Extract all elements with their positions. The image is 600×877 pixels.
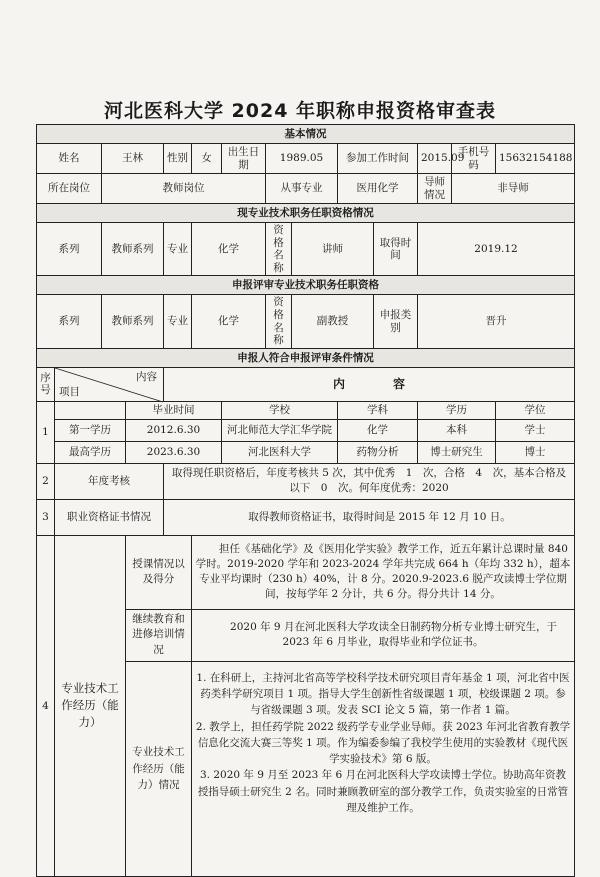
apply-specialty-value: 化学 bbox=[192, 295, 266, 348]
apply-type-label: 申报类别 bbox=[374, 295, 418, 348]
section-current: 现专业技术职务任职资格情况 bbox=[37, 204, 575, 223]
row3-text: 取得教师资格证书，取得时间是 2015 年 12 月 10 日。 bbox=[164, 499, 575, 535]
diag-header-cell bbox=[55, 367, 164, 401]
birth-value: 1989.05 bbox=[266, 144, 338, 174]
experience-label: 专业技术工作经历（能力）情况 bbox=[126, 661, 192, 876]
gender-label: 性别 bbox=[164, 144, 192, 174]
edu-row-degree: 学士 bbox=[496, 419, 575, 441]
apply-qual-value: 副教授 bbox=[292, 295, 374, 348]
current-qual-value: 讲师 bbox=[292, 223, 374, 276]
item-corner-label: 项目 bbox=[59, 385, 80, 398]
edu-row-school: 河北医科大学 bbox=[222, 441, 338, 463]
content-header: 内 容 bbox=[164, 367, 575, 401]
content-corner-label: 内容 bbox=[136, 370, 157, 383]
row3-num: 3 bbox=[37, 499, 55, 535]
experience-text bbox=[192, 661, 575, 876]
form-title: 河北医科大学 2024 年职称申报资格审查表 bbox=[103, 100, 497, 122]
tutor-label: 导师情况 bbox=[418, 174, 452, 204]
edu-col-subject: 学科 bbox=[338, 401, 418, 419]
edu-row-time: 2012.6.30 bbox=[126, 419, 222, 441]
edu-row-label: 最高学历 bbox=[55, 441, 126, 463]
row4-num: 4 bbox=[37, 535, 55, 876]
experience-item: 3. 2020 年 9 月至 2023 年 6 月在河北医科大学攻读博士学位。协助高年资教授指导硕士研究生 2 名。同时兼顾教研室的部分教学工作，负责实验室的日常管理及维护工作。 bbox=[197, 769, 569, 814]
major-label: 从事专业 bbox=[266, 174, 338, 204]
current-qual-label: 资格名称 bbox=[266, 223, 292, 276]
continuing-edu-text: 2020 年 9 月在河北医科大学攻读全日制药物分析专业博士研究生，于 2023 年 6 月毕业，取得毕业和学位证书。 bbox=[192, 609, 575, 661]
edu-col-edu: 学历 bbox=[418, 401, 496, 419]
current-series-value: 教师系列 bbox=[102, 223, 164, 276]
row2-text: 取得现任职资格后，年度考核共 5 次，其中优秀 1 次，合格 4 次，基本合格及以下 0 次。何年度优秀：2020 bbox=[164, 463, 575, 499]
row4-label: 专业技术工作经历（能力） bbox=[55, 535, 126, 876]
work-start-label: 参加工作时间 bbox=[338, 144, 418, 174]
row1-num: 1 bbox=[37, 401, 55, 463]
phone-label: 手机号码 bbox=[452, 144, 496, 174]
current-obtain-value: 2019.12 bbox=[418, 223, 575, 276]
major-value: 医用化学 bbox=[338, 174, 418, 204]
experience-item: 1. 在科研上，主持河北省高等学校科学技术研究项目青年基金 1 项，河北省中医药类科学研究项目 1 项。指导大学生创新性省级课题 1 项，校级课题 2 项。参与省级课题 3 项。发表 SCI 论文 5 篇，第一作者 1 篇。 bbox=[196, 671, 570, 717]
edu-row-label: 第一学历 bbox=[55, 419, 126, 441]
edu-row-edu: 博士研究生 bbox=[418, 441, 496, 463]
name-value: 王林 bbox=[102, 144, 164, 174]
current-series-label: 系列 bbox=[37, 223, 102, 276]
apply-series-value: 教师系列 bbox=[102, 295, 164, 348]
post-value: 教师岗位 bbox=[102, 174, 266, 204]
section-apply: 申报评审专业技术职务任职资格 bbox=[37, 276, 575, 295]
edu-row-edu: 本科 bbox=[418, 419, 496, 441]
continuing-edu-label: 继续教育和进修培训情况 bbox=[126, 609, 192, 661]
birth-label: 出生日期 bbox=[222, 144, 266, 174]
gender-value: 女 bbox=[192, 144, 222, 174]
edu-col-time: 毕业时间 bbox=[126, 401, 222, 419]
edu-col-school: 学校 bbox=[222, 401, 338, 419]
edu-row-subject: 化学 bbox=[338, 419, 418, 441]
current-specialty-value: 化学 bbox=[192, 223, 266, 276]
post-label: 所在岗位 bbox=[37, 174, 102, 204]
teaching-text: 担任《基础化学》及《医用化学实验》教学工作，近五年累计总课时量 840 学时。2019-2020 学年和 2023-2024 学年共完成 664 h（年均 332 h），超本专业平均课时（230 h）40%，计 8 分。2020.9-2023.6 脱产攻读博士学位期间，按每学年 2 分计，共 6 分。得分共计 14 分。 bbox=[192, 535, 575, 609]
apply-type-value: 晋升 bbox=[418, 295, 575, 348]
edu-header-empty bbox=[55, 401, 126, 419]
section-conditions: 申报人符合申报评审条件情况 bbox=[37, 348, 575, 367]
edu-row-subject: 药物分析 bbox=[338, 441, 418, 463]
apply-qual-label: 资格名称 bbox=[266, 295, 292, 348]
edu-row-time: 2023.6.30 bbox=[126, 441, 222, 463]
current-obtain-label: 取得时间 bbox=[374, 223, 418, 276]
seq-header: 序号 bbox=[37, 367, 55, 401]
apply-specialty-label: 专业 bbox=[164, 295, 192, 348]
row2-num: 2 bbox=[37, 463, 55, 499]
phone-value: 15632154188 bbox=[496, 144, 575, 174]
teaching-label: 授课情况以及得分 bbox=[126, 535, 192, 609]
edu-col-degree: 学位 bbox=[496, 401, 575, 419]
apply-series-label: 系列 bbox=[37, 295, 102, 348]
row2-label: 年度考核 bbox=[55, 463, 164, 499]
name-label: 姓名 bbox=[37, 144, 102, 174]
review-table bbox=[36, 124, 575, 877]
row3-label: 职业资格证书情况 bbox=[55, 499, 164, 535]
edu-row-school: 河北师范大学汇华学院 bbox=[222, 419, 338, 441]
work-start-value: 2015.09 bbox=[418, 144, 452, 174]
experience-item: 2. 教学上，担任药学院 2022 级药学专业学业导师。获 2023 年河北省教育教学信息化交流大赛三等奖 1 项。作为编委参编了我校学生使用的实验教材《现代医学实验技术》第 6 版。 bbox=[195, 720, 571, 766]
edu-row-degree: 博士 bbox=[496, 441, 575, 463]
current-specialty-label: 专业 bbox=[164, 223, 192, 276]
tutor-value: 非导师 bbox=[452, 174, 575, 204]
section-basic: 基本情况 bbox=[37, 125, 575, 144]
